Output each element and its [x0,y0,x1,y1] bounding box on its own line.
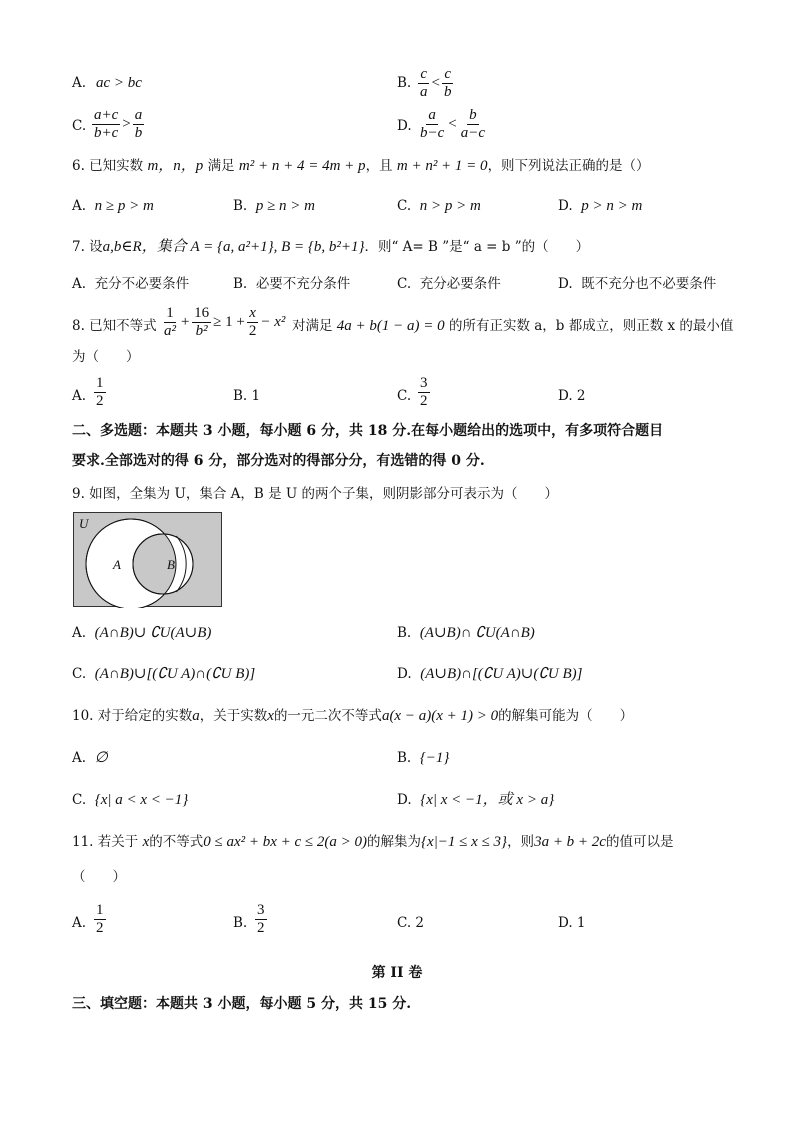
q9-stem: 9. 如图，全集为 U，集合 A，B 是 U 的两个子集，则阴影部分可表示为（ ） [72,486,559,502]
q11-option-a-letter: A. [72,915,87,931]
section-3-heading [0,995,794,1025]
q8-option-c-letter: C. [397,388,412,404]
q6-stem: 6. 已知实数 m，n，p 满足 m² + n + 4 = 4m + p，且 m + n² + 1 = 0，则下列说法正确的是（） [72,158,650,174]
q5-option-d-expr: $\frac{a}{b-c}$ < $\frac{b}{a-c}$ [420,107,486,141]
q11-line2-text: （ ） [72,869,126,885]
section-2-line-2: 要求.全部选对的得 6 分，部分选对的得部分分，有选错的得 0 分. [72,453,485,469]
q6-option-b: B. p ≥ n > m [233,198,315,214]
q11-option-b-letter: B. [233,915,248,931]
venn-label-b: B [167,557,175,572]
q5-option-c-expr: $\frac{a+c}{b+c}$ > $\frac{a}{b}$ [94,107,143,141]
q8-option-a-frac: $\frac{1}{2}$ [96,375,104,409]
question-6 [0,157,794,187]
q8-prefix: 8. 已知不等式 [72,318,157,334]
q5-options-row-1 [0,66,794,100]
q5-option-c-letter: C. [72,118,87,134]
q5-option-a-letter: A. [72,75,87,91]
venn-diagram [73,512,223,608]
volume-2-title: 第 II 卷 [371,965,423,981]
q8-option-b: B. 1 [233,388,261,404]
question-10 [0,707,794,737]
q8-option-d: D. 2 [558,388,586,404]
q9-option-c: C. (A∩B)∪[(∁U A)∩(∁U B)] [72,666,256,682]
q8-option-a-letter: A. [72,388,87,404]
q7-option-c: C. 充分必要条件 [397,276,501,292]
q9-option-a: A. (A∩B)∪ ∁U(A∪B) [72,625,212,641]
q6-options [0,197,794,227]
venn-label-a: A [113,557,121,572]
question-7 [0,238,794,268]
q10-stem: 10. 对于给定的实数a，关于实数x的一元二次不等式a(x − a)(x + 1) > 0的解集可能为（ ） [72,708,634,724]
question-8 [0,305,794,345]
section-2-line-1: 二、多选题：本题共 3 小题，每小题 6 分，共 18 分.在每小题给出的选项中，有多项符合题目 [72,423,664,439]
q11-option-a-frac: $\frac{1}{2}$ [96,902,104,936]
q5-options-row-2 [0,107,794,143]
q7-stem: 7. 设a,b∈R，集合 A = {a, a²+1}, B = {b, b²+1}．则“ A= B ”是“ a = b ”的（ ） [72,239,590,255]
q5-option-d-letter: D. [397,118,412,134]
q9-options-row-2 [0,665,794,695]
q11-line2 [0,868,794,898]
q8-inequality: $\frac{1}{\text{a²}}$ + $\frac{16}{\text{b²}}$ ≥ 1 + $\frac{x}{2}$ − x² [164,305,286,339]
q10-option-b: B. {−1} [397,750,450,766]
q11-options [0,902,794,942]
q6-option-a: A. n ≥ p > m [72,198,154,214]
q10-option-c: C. {x| a < x < −1} [72,792,189,808]
q5-option-b-expr: $\frac{c}{a}$ < $\frac{c}{b}$ [420,66,452,100]
q6-option-d: D. p > n > m [558,198,643,214]
q10-option-d: D. {x| x < −1，或 x > a} [397,792,555,808]
q7-option-b: B. 必要不充分条件 [233,276,351,292]
q10-option-a: A. ∅ [72,750,108,766]
q7-option-a: A. 充分不必要条件 [72,276,190,292]
q10-options-row-1 [0,749,794,779]
q5-option-a-text: ac > bc [96,75,142,91]
section-3-line-1: 三、填空题：本题共 3 小题，每小题 5 分，共 15 分. [72,996,412,1012]
q8-line2-text: 为（ ） [72,349,140,365]
q11-stem: 11. 若关于 x的不等式0 ≤ ax² + bx + c ≤ 2(a > 0)的解集为{x|−1 ≤ x ≤ 3}，则3a + b + 2c的值可以是 [72,834,674,850]
section-2-heading [0,422,794,472]
q9-option-d: D. (A∪B)∩[(∁U A)∪(∁U B)] [397,666,583,682]
q8-option-c-frac: $\frac{3}{2}$ [420,375,428,409]
venn-label-u: U [79,516,89,531]
q9-options-row-1 [0,624,794,654]
q11-option-b-frac: $\frac{3}{2}$ [257,902,265,936]
q11-option-c: C. 2 [397,915,425,931]
q6-option-c: C. n > p > m [397,198,481,214]
question-9 [0,485,794,515]
q11-option-d: D. 1 [558,915,586,931]
q5-option-b-letter: B. [397,75,412,91]
q7-option-d: D. 既不充分也不必要条件 [558,276,717,292]
q8-condition: 对满足 4a + b(1 − a) = 0 的所有正实数 a，b 都成立，则正数 x 的最小值 [292,318,734,334]
q9-option-b: B. (A∪B)∩ ∁U(A∩B) [397,625,535,641]
q8-line2 [0,348,794,378]
question-11 [0,833,794,863]
q8-options [0,375,794,415]
q10-options-row-2 [0,791,794,821]
q7-options [0,275,794,305]
